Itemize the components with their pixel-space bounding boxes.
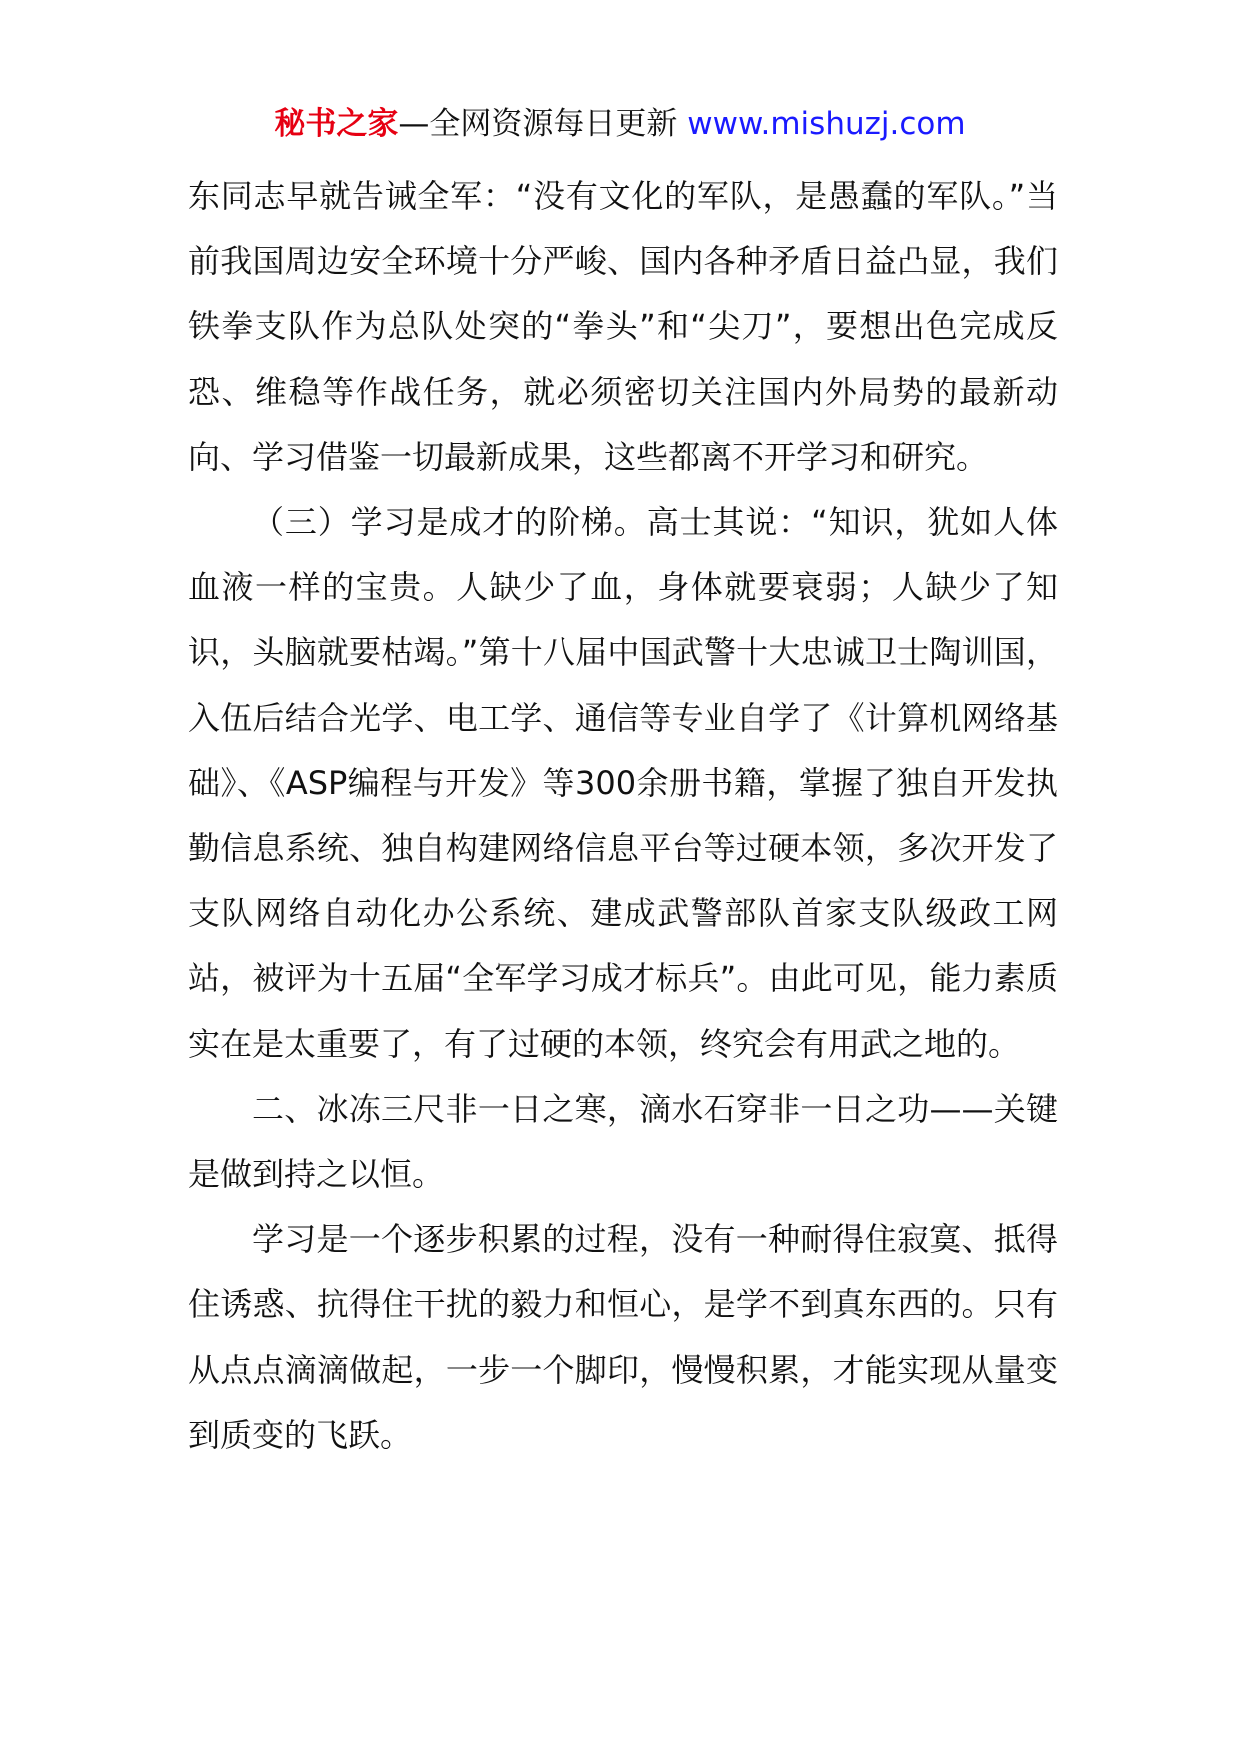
header-tagline: —全网资源每日更新 xyxy=(398,106,678,142)
section-heading-two: 二、冰冻三尺非一日之寒，滴水石穿非一日之功——关键是做到持之以恒。 xyxy=(188,1089,1058,1194)
header-url[interactable]: www.mishuzj.com xyxy=(687,106,966,142)
paragraph-continued: 东同志早就告诫全军：“没有文化的军队，是愚蠢的军队。”当前我国周边安全环境十分严峻、国内各种矛盾日益凸显，我们铁拳支队作为总队处突的“拳头”和“尖刀”，要想出色完成反恐、维稳等作战任务，就必须密切关注国内外局势的最新动向、学习借鉴一切最新成果，这些都离不开学习和研究。 xyxy=(188,177,1058,476)
page-header xyxy=(0,100,1240,148)
paragraph-persistence: 学习是一个逐步积累的过程，没有一种耐得住寂寞、抵得住诱惑、抗得住干扰的毅力和恒心，是学不到真东西的。只有从点点滴滴做起，一步一个脚印，慢慢积累，才能实现从量变到质变的飞跃。 xyxy=(188,1220,1058,1454)
document-body xyxy=(188,164,1058,1468)
paragraph-section-three: （三）学习是成才的阶梯。高士其说：“知识，犹如人体血液一样的宝贵。人缺少了血，身体就要衰弱；人缺少了知识，头脑就要枯竭。”第十八届中国武警十大忠诚卫士陶训国，入伍后结合光学、电工学、通信等专业自学了《计算机网络基础》、《ASP编程与开发》等300余册书籍，掌握了独自开发执勤信息系统、独自构建网络信息平台等过硬本领，多次开发了支队网络自动化办公系统、建成武警部队首家支队级政工网站，被评为十五届“全军学习成才标兵”。由此可见，能力素质实在是太重要了，有了过硬的本领，终究会有用武之地的。 xyxy=(188,503,1058,1063)
header-brand: 秘书之家 xyxy=(274,106,399,142)
